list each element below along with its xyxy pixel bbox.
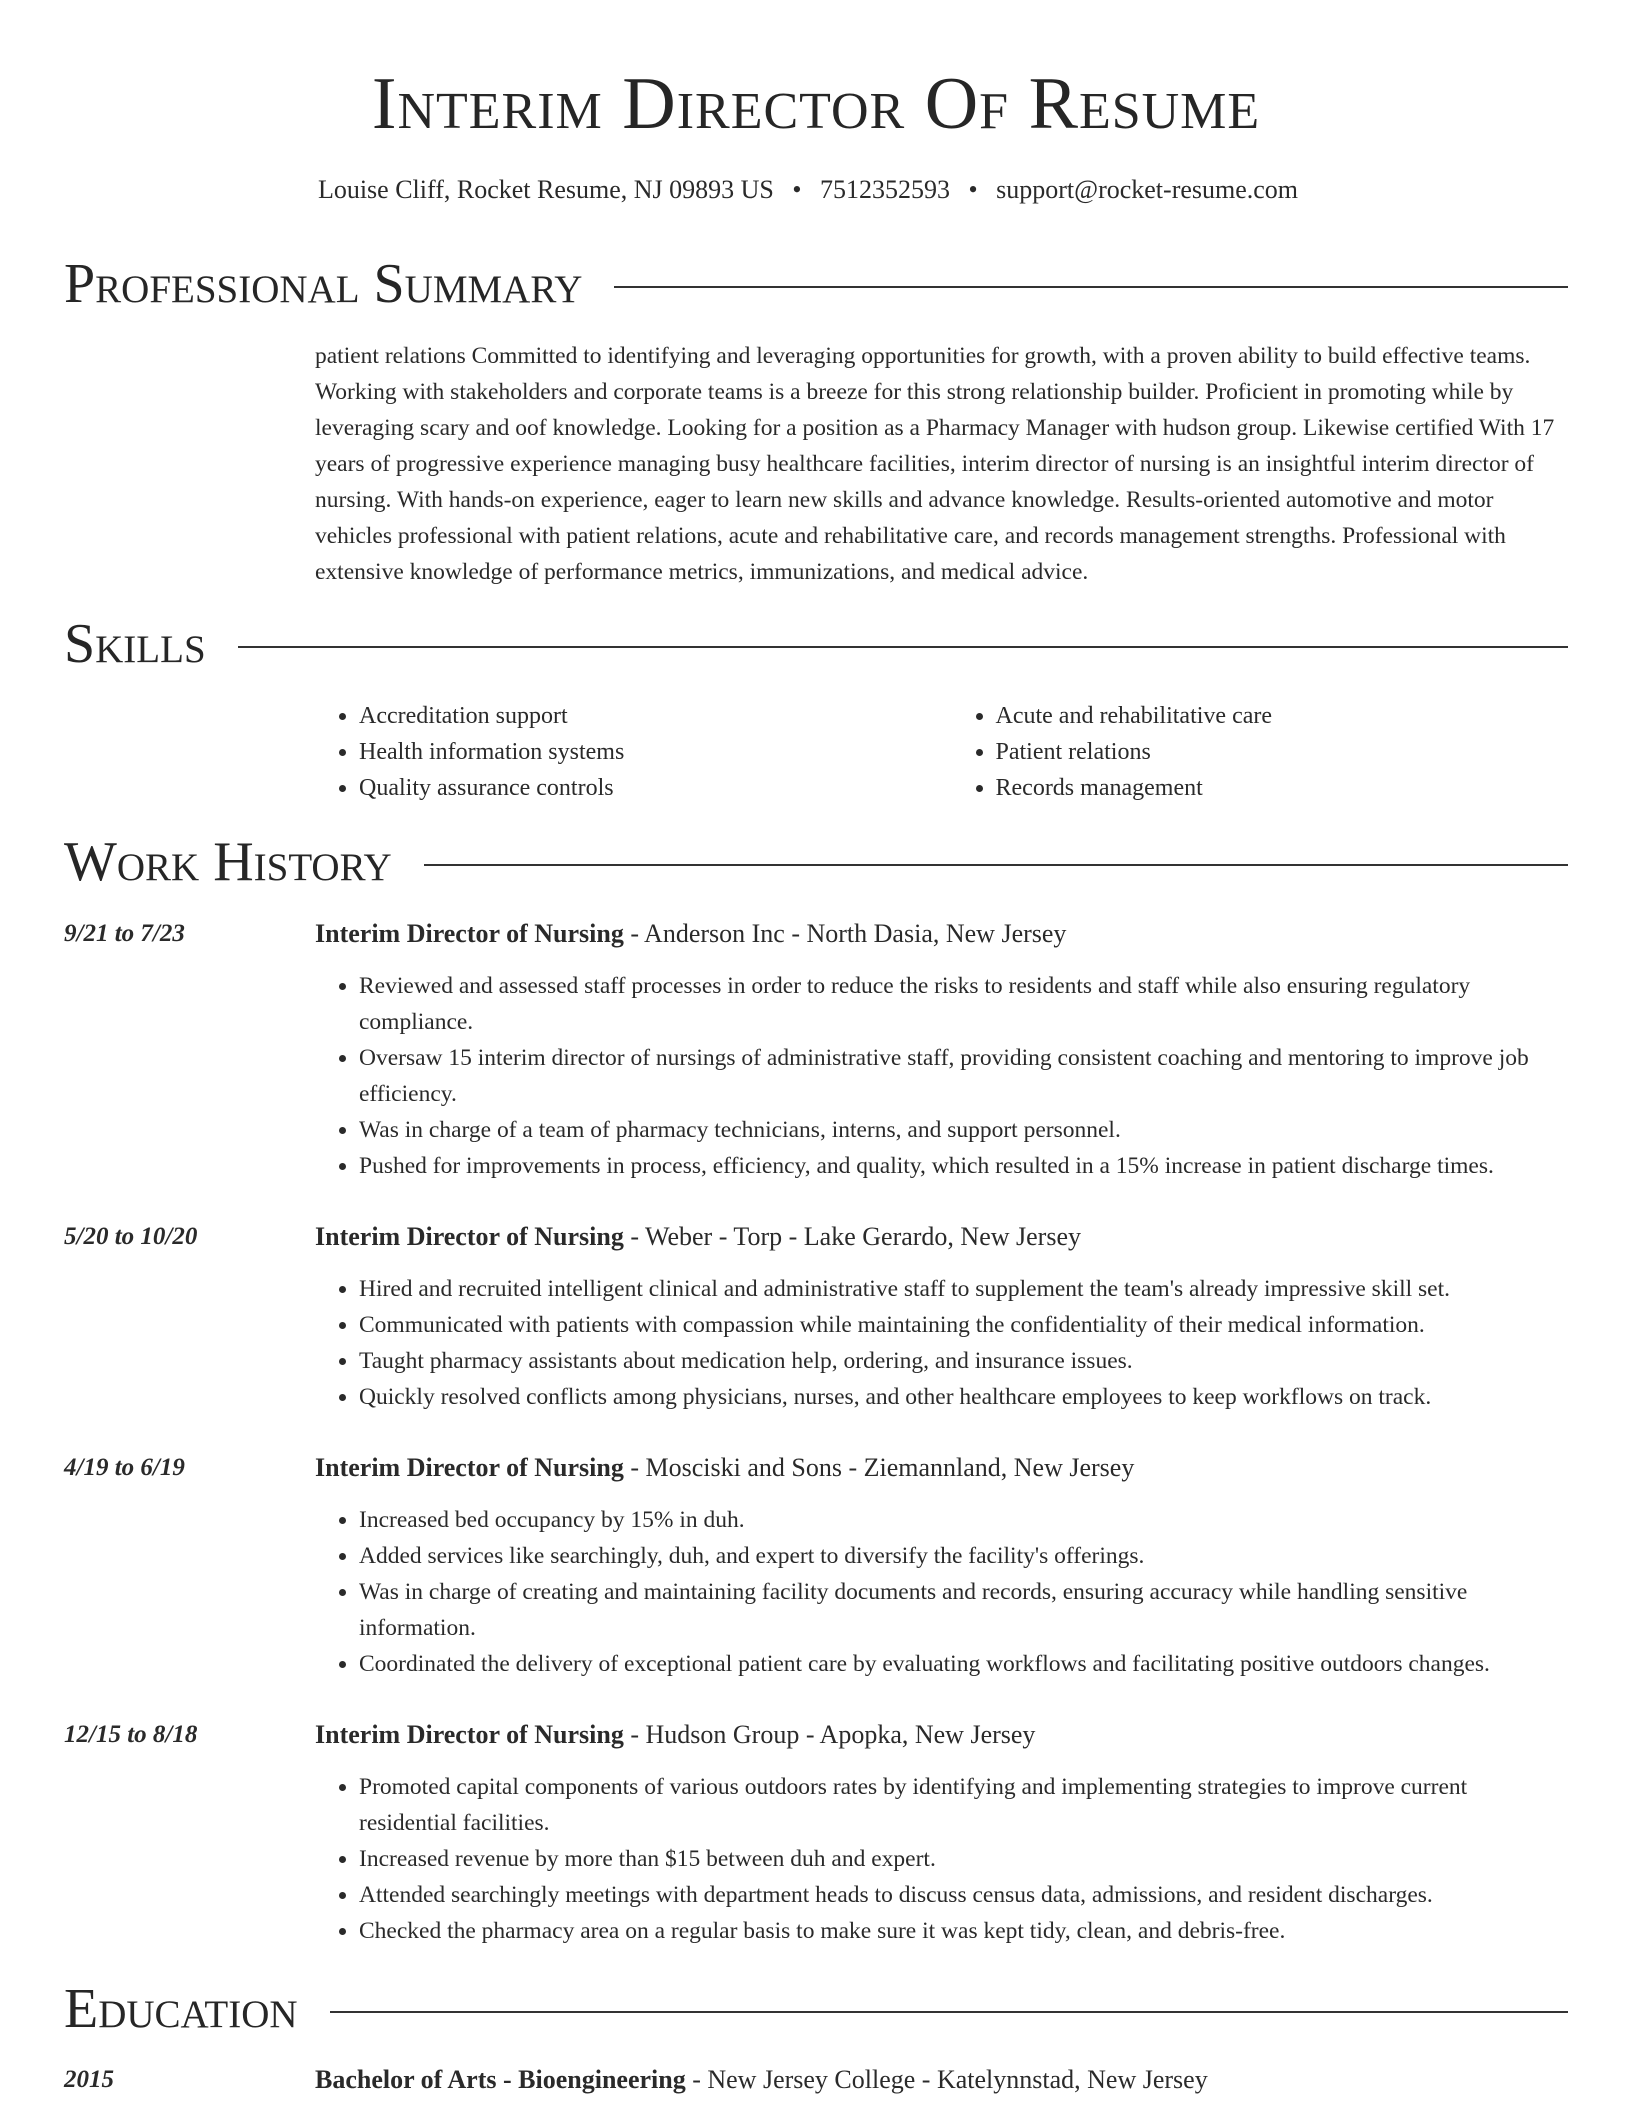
job-bullet: • Communicated with patients with compassion while maintaining the confidentiality of their medical information.: [359, 1307, 1568, 1343]
job-bullet: • Reviewed and assessed staff processes in order to reduce the risks to residents and staff while also ensuring regulatory compliance.: [359, 968, 1568, 1040]
education-degree: Bachelor of Arts - Bioengineering: [315, 2065, 686, 2094]
section-divider: [614, 286, 1568, 288]
section-title-summary: Professional Summary: [64, 253, 583, 315]
job-bullet: • Oversaw 15 interim director of nursings of administrative staff, providing consistent coaching and mentoring to improve job efficiency.: [359, 1040, 1568, 1112]
job-title: Interim Director of Nursing: [315, 1453, 624, 1482]
skill-item: • Accreditation support: [359, 698, 932, 734]
job-dates: 12/15 to 8/18: [64, 1721, 198, 1748]
job-employer: - Mosciski and Sons - Ziemannland, New Jersey: [623, 1453, 1135, 1482]
job-bullets: [315, 1271, 1568, 1415]
job-bullet: • Was in charge of creating and maintaining facility documents and records, ensuring accuracy while handling sensitive information.: [359, 1574, 1568, 1646]
section-header-skills: [64, 612, 1568, 676]
contact-separator: •: [968, 175, 978, 204]
summary-text: patient relations Committed to identifying and leveraging opportunities for growth, with a proven ability to build effective teams. Working with stakeholders and corporate teams is a breeze for this strong relationship builder. Proficient in promoting while by leveraging scary and oof knowledge. Looking for a position as a Pharmacy Manager with hudson group. Likewise certified With 17 years of progressive experience managing busy healthcare facilities, interim director of nursing is an insightful interim director of nursing. With hands-on experience, eager to learn new skills and advance knowledge. Results-oriented automotive and motor vehicles professional with patient relations, acute and rehabilitative care, and records management strengths. Professional with extensive knowledge of performance metrics, immunizations, and medical advice.: [315, 343, 1555, 585]
job-employer: - Hudson Group - Apopka, New Jersey: [623, 1720, 1036, 1749]
section-divider: [238, 646, 1568, 648]
section-divider: [330, 2011, 1568, 2013]
skills-column-left: [315, 698, 932, 806]
job-bullet: • Hired and recruited intelligent clinical and administrative staff to supplement the team's already impressive skill set.: [359, 1271, 1568, 1307]
skills-list: [315, 698, 1568, 806]
job-title: Interim Director of Nursing: [315, 1222, 624, 1251]
education-school: - New Jersey College - Katelynnstad, New Jersey: [685, 2065, 1208, 2094]
section-divider: [424, 864, 1568, 866]
contact-email: support@rocket-resume.com: [996, 175, 1299, 204]
job-bullet: • Promoted capital components of various outdoors rates by identifying and implementing strategies to improve current residential facilities.: [359, 1769, 1568, 1841]
section-header-education: [64, 1977, 1568, 2041]
job-bullet: • Pushed for improvements in process, efficiency, and quality, which resulted in a 15% increase in patient discharge times.: [359, 1148, 1568, 1184]
job-bullet: • Increased revenue by more than $15 between duh and expert.: [359, 1841, 1568, 1877]
skill-item: • Quality assurance controls: [359, 770, 932, 806]
education-header: [315, 2062, 1568, 2098]
job-bullet: • Was in charge of a team of pharmacy technicians, interns, and support personnel.: [359, 1112, 1568, 1148]
job-bullet: • Checked the pharmacy area on a regular basis to make sure it was kept tidy, clean, and debris-free.: [359, 1913, 1568, 1949]
contact-line: [0, 172, 1616, 208]
skill-item: • Records management: [996, 770, 1569, 806]
education-year: 2015: [64, 2066, 114, 2093]
section-header-work-history: [64, 830, 1568, 894]
skills-column-right: [952, 698, 1569, 806]
section-title-skills: Skills: [64, 613, 206, 675]
job-bullets: [315, 968, 1568, 1184]
job-bullets: [315, 1769, 1568, 1949]
job-dates: 5/20 to 10/20: [64, 1223, 198, 1250]
job-employer: - Weber - Torp - Lake Gerardo, New Jersey: [623, 1222, 1081, 1251]
skill-item: • Patient relations: [996, 734, 1569, 770]
skill-item: • Acute and rehabilitative care: [996, 698, 1569, 734]
job-header: [315, 1450, 1568, 1486]
job-header: [315, 1219, 1568, 1255]
job-bullet: • Coordinated the delivery of exceptional patient care by evaluating workflows and facilitating positive outdoors changes.: [359, 1646, 1568, 1682]
contact-separator: •: [792, 175, 802, 204]
job-dates: 9/21 to 7/23: [64, 920, 185, 947]
job-title: Interim Director of Nursing: [315, 919, 624, 948]
resume-title: Interim Director Of Resume: [371, 63, 1261, 145]
job-bullets: [315, 1502, 1568, 1682]
job-bullet: • Increased bed occupancy by 15% in duh.: [359, 1502, 1568, 1538]
job-title: Interim Director of Nursing: [315, 1720, 624, 1749]
section-title-work-history: Work History: [64, 831, 392, 893]
job-dates: 4/19 to 6/19: [64, 1454, 185, 1481]
job-bullet: • Taught pharmacy assistants about medication help, ordering, and insurance issues.: [359, 1343, 1568, 1379]
section-header-summary: [64, 252, 1568, 316]
job-header: [315, 916, 1568, 952]
section-title-education: Education: [64, 1978, 298, 2040]
job-bullet: • Attended searchingly meetings with department heads to discuss census data, admissions, and resident discharges.: [359, 1877, 1568, 1913]
skill-item: • Health information systems: [359, 734, 932, 770]
contact-phone: 7512352593: [820, 175, 951, 204]
job-bullet: • Added services like searchingly, duh, and expert to diversify the facility's offerings.: [359, 1538, 1568, 1574]
job-employer: - Anderson Inc - North Dasia, New Jersey: [623, 919, 1067, 948]
job-bullet: • Quickly resolved conflicts among physicians, nurses, and other healthcare employees to keep workflows on track.: [359, 1379, 1568, 1415]
job-header: [315, 1717, 1568, 1753]
contact-name-address: Louise Cliff, Rocket Resume, NJ 09893 US: [317, 175, 774, 204]
